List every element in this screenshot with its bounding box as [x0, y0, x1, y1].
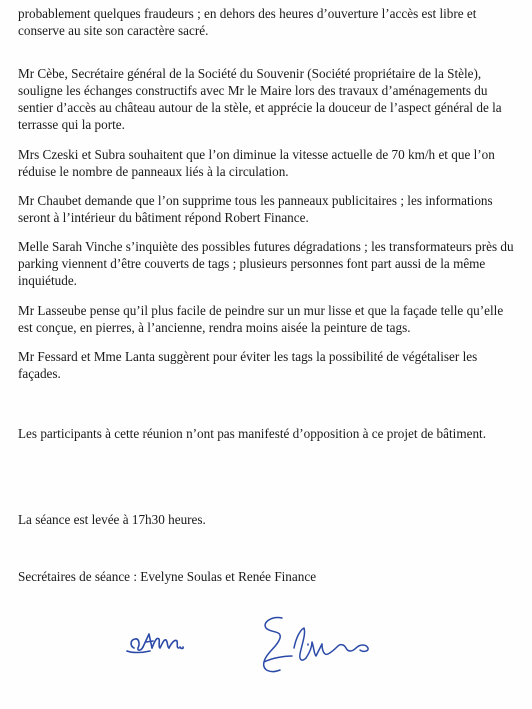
text-line: est conçue, en pierres, à l’ancienne, rendra moins aisée la peinture de tags. [18, 320, 411, 335]
text-line: souligne les échanges constructifs avec Mr le Maire lors des travaux d’aménagements du [18, 83, 488, 98]
text-line: terrasse qui la porte. [18, 117, 125, 132]
text-line: Mr Lasseube pense qu’il plus facile de peindre sur un mur lisse et que la façade telle qu’elle [18, 303, 504, 318]
text-line: Mr Fessard et Mme Lanta suggèrent pour éviter les tags la possibilité de végétaliser les [18, 349, 478, 364]
handwritten-signature-1-icon [122, 620, 217, 660]
text-line: inquiétude. [18, 273, 77, 288]
text-line: probablement quelques fraudeurs ; en dehors des heures d’ouverture l’accès est libre et [18, 6, 477, 21]
text-line: La séance est levée à 17h30 heures. [18, 512, 206, 527]
handwritten-signature-2-icon [252, 608, 387, 688]
text-line: conserve au site son caractère sacré. [18, 23, 209, 38]
text-line: Mrs Czeski et Subra souhaitent que l’on diminue la vitesse actuelle de 70 km/h et que l’on [18, 147, 495, 162]
text-line: réduise le nombre de panneaux liés à la circulation. [18, 164, 289, 179]
text-line: seront à l’intérieur du bâtiment répond Robert Finance. [18, 210, 309, 225]
text-line: façades. [18, 366, 61, 381]
text-line: Mr Chaubet demande que l’on supprime tous les panneaux publicitaires ; les informations [18, 193, 493, 208]
text-line: parking viennent d’être couverts de tags ; plusieurs personnes font part aussi de la même [18, 256, 486, 271]
text-line: Secrétaires de séance : Evelyne Soulas et Renée Finance [18, 569, 317, 584]
text-line: Les participants à cette réunion n’ont pas manifesté d’opposition à ce projet de bâtiment. [18, 426, 487, 441]
text-line: Mr Cèbe, Secrétaire général de la Société du Souvenir (Société propriétaire de la Stèle), [18, 66, 482, 81]
text-line: sentier d’accès au château autour de la stèle, et apprécie la douceur de l’aspect général de la [18, 100, 502, 115]
text-line: Melle Sarah Vinche s’inquiète des possibles futures dégradations ; les transformateurs près du [18, 239, 514, 254]
